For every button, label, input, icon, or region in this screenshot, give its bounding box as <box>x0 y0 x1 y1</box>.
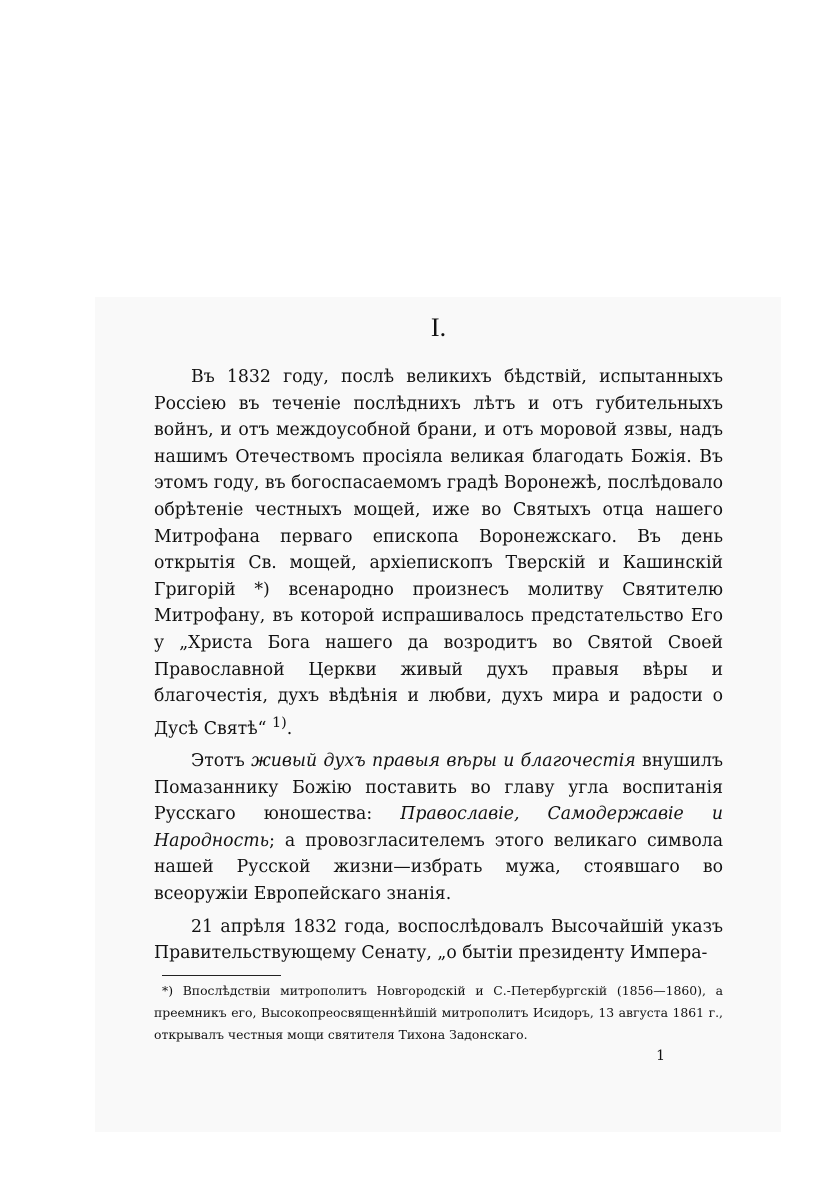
paragraph-3: 21 апрѣля 1832 года, воспослѣдовалъ Высочайшій указъ Правительствующему Сенату, „о бытіи президенту Импера- <box>154 916 723 964</box>
reference-mark: 1) <box>271 714 287 731</box>
chapter-heading: I. <box>430 313 447 342</box>
body-text <box>154 364 723 967</box>
paragraph-2-part-2: внушилъ Помазаннику Божію поставить во главу угла воспитанія Русскаго юношества: <box>154 751 723 825</box>
paragraph-2-emphasis-1: живый духъ правыя вѣры и благочестія <box>251 751 636 772</box>
paragraph-2 <box>154 748 723 908</box>
footnote: *) Впослѣдствіи митрополитъ Новгородскій и С.-Петербургскій (1856—1860), а преемникъ его, Высокопреосвященнѣйшій митрополитъ Исидоръ, 13 августа 1861 г., открывалъ честныя мощи святителя Тихона Задонскаго. <box>154 982 723 1042</box>
paragraph-2-part-1: Этотъ <box>191 751 252 772</box>
page-content <box>154 312 723 1066</box>
paragraph-1 <box>154 364 723 742</box>
paragraph-2-part-3: ; а провозгласителемъ этого великаго символа нашей Русской жизни—избрать мужа, стоявшаго во всеоружіи Европейскаго знанія. <box>154 830 723 905</box>
paragraph-1-part-2: всенародно произнесъ молитву Святителю Митрофану, въ которой испрашивалось предстательство Его у „Христа Бога нашего да возродитъ во Святой Своей Православной Церкви живый духъ правыя вѣры и благочестія, духъ вѣдѣнія и любви, духъ мира и радости о Дусѣ Святѣ“ <box>154 579 723 739</box>
page-number: 1 <box>656 1047 665 1064</box>
footnote-rule <box>162 975 281 976</box>
paragraph-1-part-1: Въ 1832 году, послѣ великихъ бѣдствій, испытанныхъ Россіею въ теченіе послѣднихъ лѣтъ и отъ губительныхъ войнъ, и отъ междоусобной брани, и отъ моровой язвы, надъ нашимъ Отечествомъ просіяла великая благодать Божія. Въ этомъ году, въ богоспасаемомъ градѣ Воронежѣ, послѣдовало обрѣтеніе честныхъ мощей, иже во Святыхъ отца нашего Митрофана перваго епископа Воронежскаго. Въ день открытія Св. мощей, архіепископъ Тверскій и Кашинскій Григорій <box>154 367 723 600</box>
paragraph-2-emphasis-2: Православіе, Самодержавіе и Народность <box>154 804 723 851</box>
paragraph-1-part-3: . <box>286 718 293 739</box>
footnote-mark: *) <box>254 579 270 600</box>
